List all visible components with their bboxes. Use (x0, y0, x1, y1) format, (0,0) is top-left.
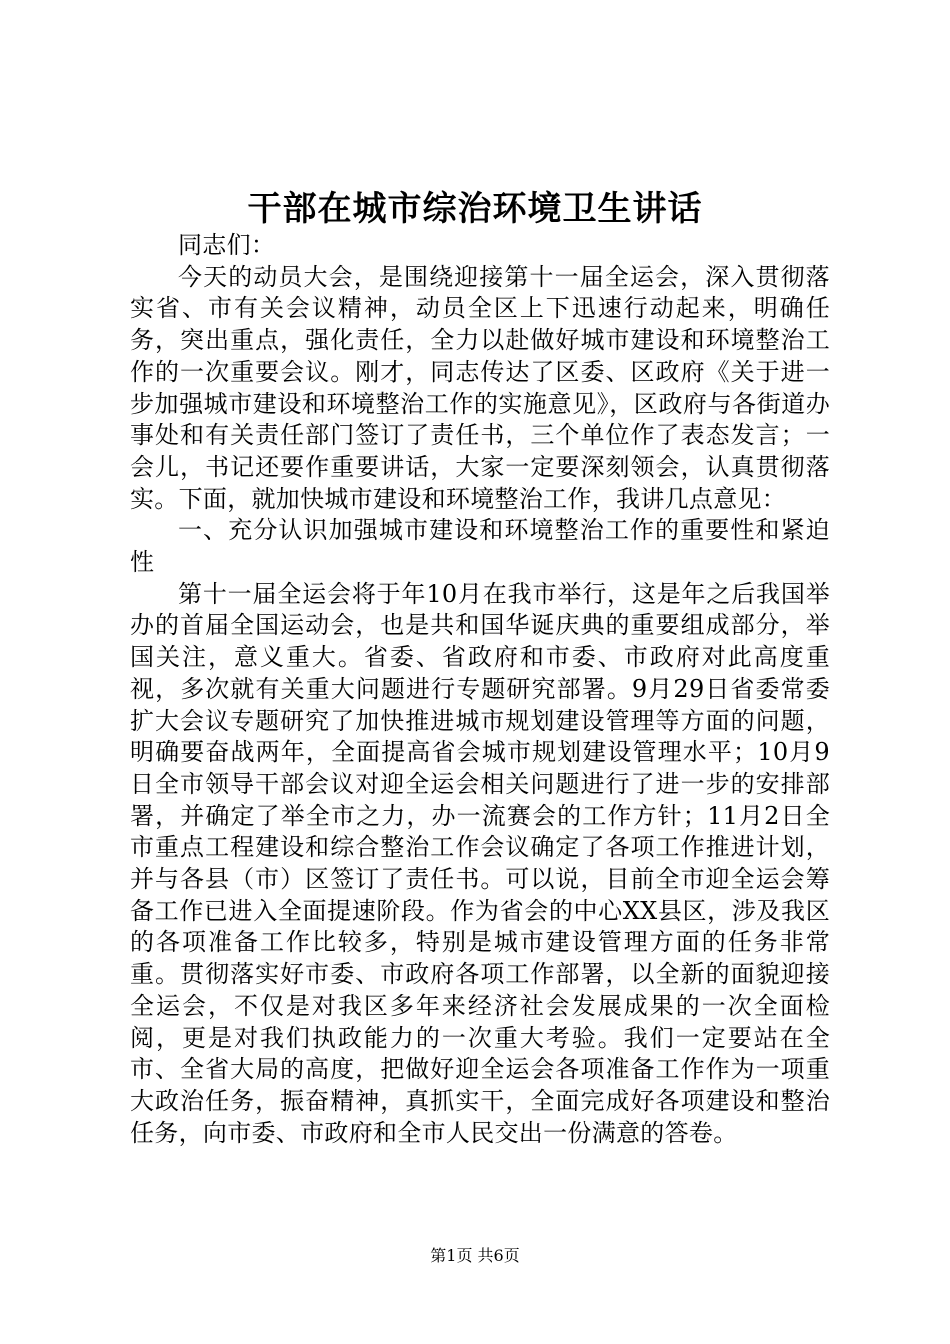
paragraph-section-one: 第十一届全运会将于年10月在我市举行，这是年之后我国举办的首届全国运动会，也是共和国华诞庆典的重要组成部分，举国关注，意义重大。省委、省政府和市委、市政府对此高度重视，多次就有关重大问题进行专题研究部署。9月29日省委常委扩大会议专题研究了加快推进城市规划建设管理等方面的问题，明确要奋战两年，全面提高省会城市规划建设管理水平；10月9日全市领导干部会议对迎全运会相关问题进行了进一步的安排部署，并确定了举全市之力，办一流赛会的工作方针；11月2日全市重点工程建设和综合整治工作会议确定了各项工作推进计划，并与各县（市）区签订了责任书。可以说，目前全市迎全运会筹备工作已进入全面提速阶段。作为省会的中心XX县区，涉及我区的各项准备工作比较多，特别是城市建设管理方面的任务非常重。贯彻落实好市委、市政府各项工作部署，以全新的面貌迎接全运会，不仅是对我区多年来经济社会发展成果的一次全面检阅，更是对我们执政能力的一次重大考验。我们一定要站在全市、全省大局的高度，把做好迎全运会各项准备工作作为一项重大政治任务，振奋精神，真抓实干，全面完成好各项建设和整治任务，向市委、市政府和全市人民交出一份满意的答卷。 (130, 579, 830, 1147)
page-title: 干部在城市综治环境卫生讲话 (247, 189, 703, 229)
paragraph-greeting: 同志们： (178, 231, 276, 259)
section-heading: 一、充分认识加强城市建设和环境整治工作的重要性和紧迫性 (130, 516, 830, 577)
document-body (130, 230, 830, 1149)
paragraph-intro: 今天的动员大会，是围绕迎接第十一届全运会，深入贯彻落实省、市有关会议精神，动员全区上下迅速行动起来，明确任务，突出重点，强化责任，全力以赴做好城市建设和环境整治工作的一次重要会议。刚才，同志传达了区委、区政府《关于进一步加强城市建设和环境整治工作的实施意见》，区政府与各街道办事处和有关责任部门签订了责任书，三个单位作了表态发言；一会儿，书记还要作重要讲话，大家一定要深刻领会，认真贯彻落实。下面，就加快城市建设和环境整治工作，我讲几点意见： (130, 262, 830, 513)
page-number-footer: 第1页 共6页 (430, 1246, 520, 1265)
